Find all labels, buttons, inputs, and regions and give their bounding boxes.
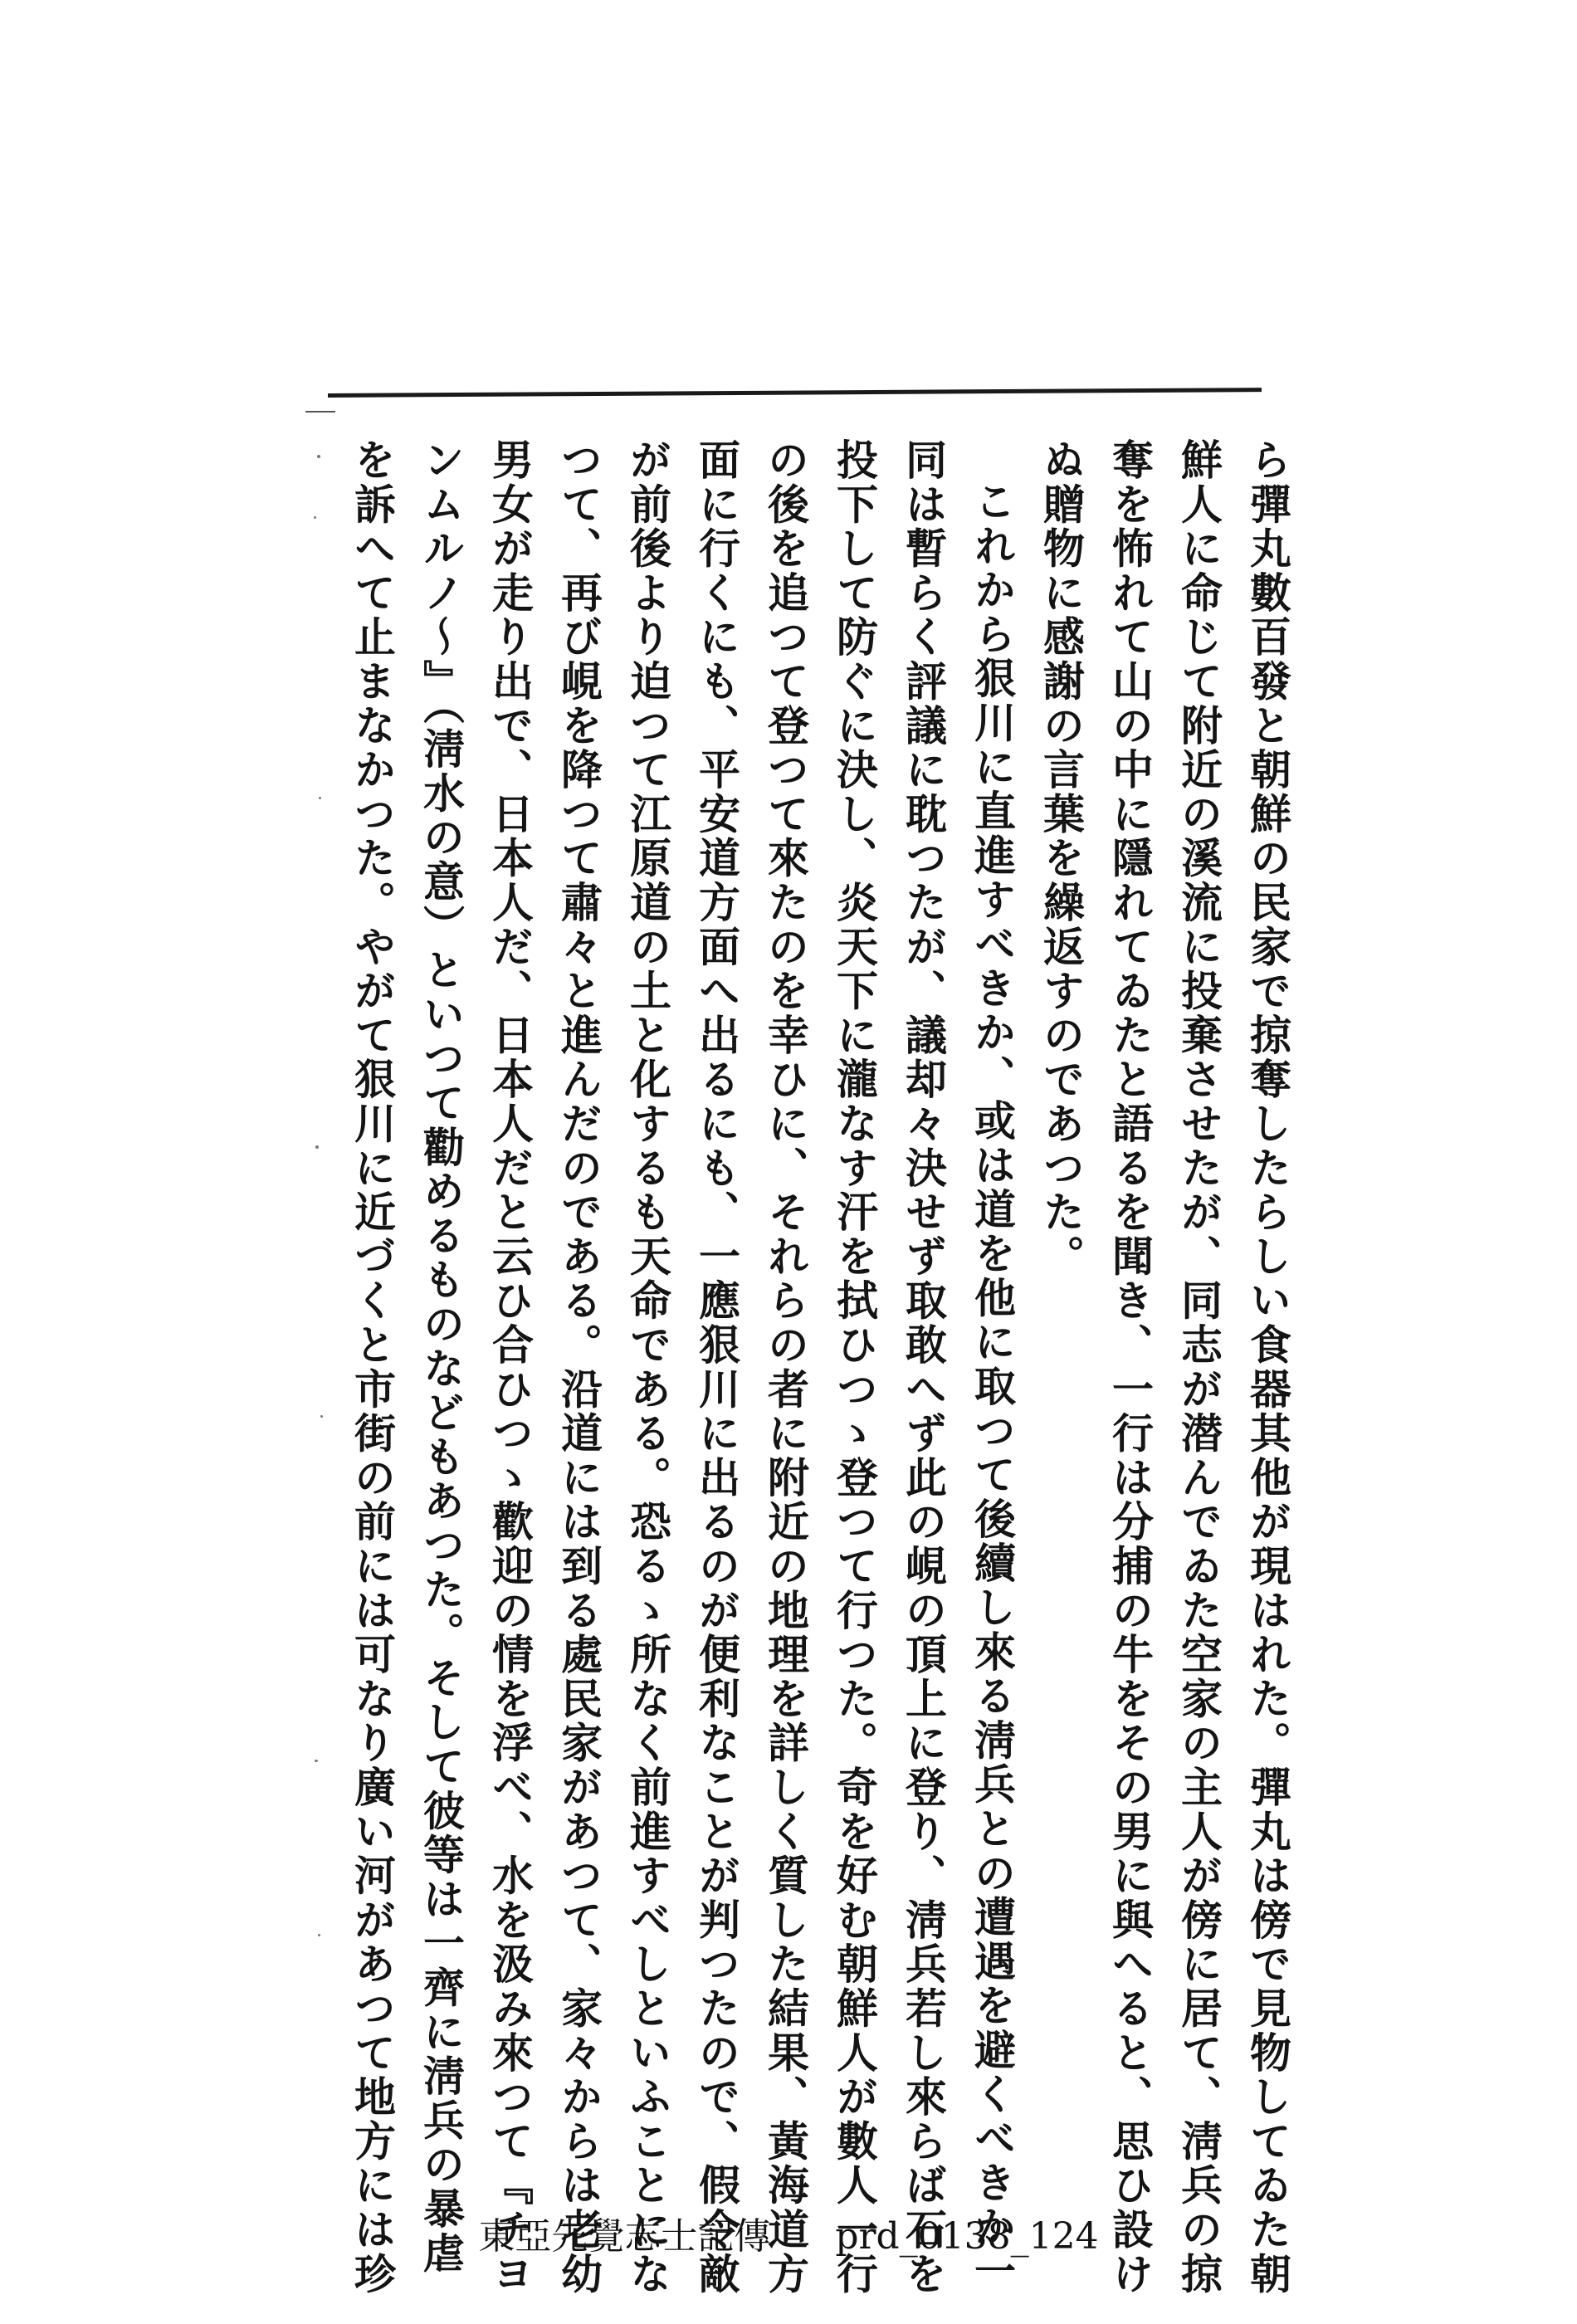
text-column-7: 投下して防ぐに決し、炎天下に瀧なす汗を拭ひつゝ登つて行つた。奇を好む朝鮮人が數人一行 (830, 438, 879, 2297)
text-column-9: 面に行くにも、平安道方面へ出るにも、一應狠川に出るのが便利なことが判つたので、假令敵 (692, 438, 741, 2297)
text-column-10: が前後より迫つて江原道の土と化するも天命である。恐るゝ所なく前進すべしといふことにな (623, 438, 672, 2297)
top-rule-line (328, 388, 1262, 398)
text-column-13: ンムルノ〜』（淸水の意）といつて勸めるものなどもあつた。そして彼等は一齊に淸兵の暴虐 (417, 438, 466, 2276)
footer-code: prd_0138_124 (835, 2215, 1099, 2258)
text-column-1: ら彈丸數百發と朝鮮の民家で掠奪したらしい食器其他が現はれた。彈丸は傍で見物してゐた朝 (1243, 438, 1292, 2297)
text-column-12: 男女が走り出で、日本人だ、日本人だと云ひ合ひつゝ歡迎の情を浮べ、水を汲み來つて『チヨ (486, 438, 535, 2297)
text-column-5: これから狠川に直進すべきか、或は道を他に取つて後續し來る淸兵との遭遇を避くべきか一 (968, 480, 1017, 2294)
text-column-3: 奪を怖れて山の中に隱れてゐたと語るを聞き、一行は分捕の牛をその男に與へると、思ひ設け (1106, 438, 1155, 2297)
scan-speck (315, 1760, 318, 1762)
text-column-2: 鮮人に命じて附近の溪流に投棄させたが、同志が潜んでゐた空家の主人が傍に居て、淸兵の掠 (1174, 438, 1223, 2297)
scan-speck (315, 1145, 319, 1149)
scan-speck (317, 455, 320, 458)
text-column-14: を訴へて止まなかつた。やがて狠川に近づくと市街の前には可なり廣い河があつて地方には珍 (348, 438, 397, 2297)
scan-speck (319, 797, 321, 799)
scan-speck (318, 1934, 320, 1936)
rule-left-mark (305, 411, 335, 413)
page-footer (0, 2206, 1577, 2259)
text-column-6: 同は暫らく評議に耽つたが、議却々決せず取敢へず此の峴の頂上に登り、淸兵若し來らば石を (899, 438, 948, 2297)
scan-speck (314, 516, 316, 519)
scan-speck (320, 1415, 323, 1418)
text-column-8: の後を追つて登つて來たのを幸ひに、それらの者に附近の地理を詳しく質した結果、黃海道方 (761, 438, 810, 2297)
text-column-4: ぬ贈物に感謝の言葉を繰返すのであつた。 (1037, 438, 1086, 1279)
footer-title: 東亞先覺志士記傳 (478, 2215, 771, 2258)
text-column-11: つて、再び峴を降つて肅々と進んだのである。沿道には到る處民家があつて、家々からは老幼 (554, 438, 603, 2297)
